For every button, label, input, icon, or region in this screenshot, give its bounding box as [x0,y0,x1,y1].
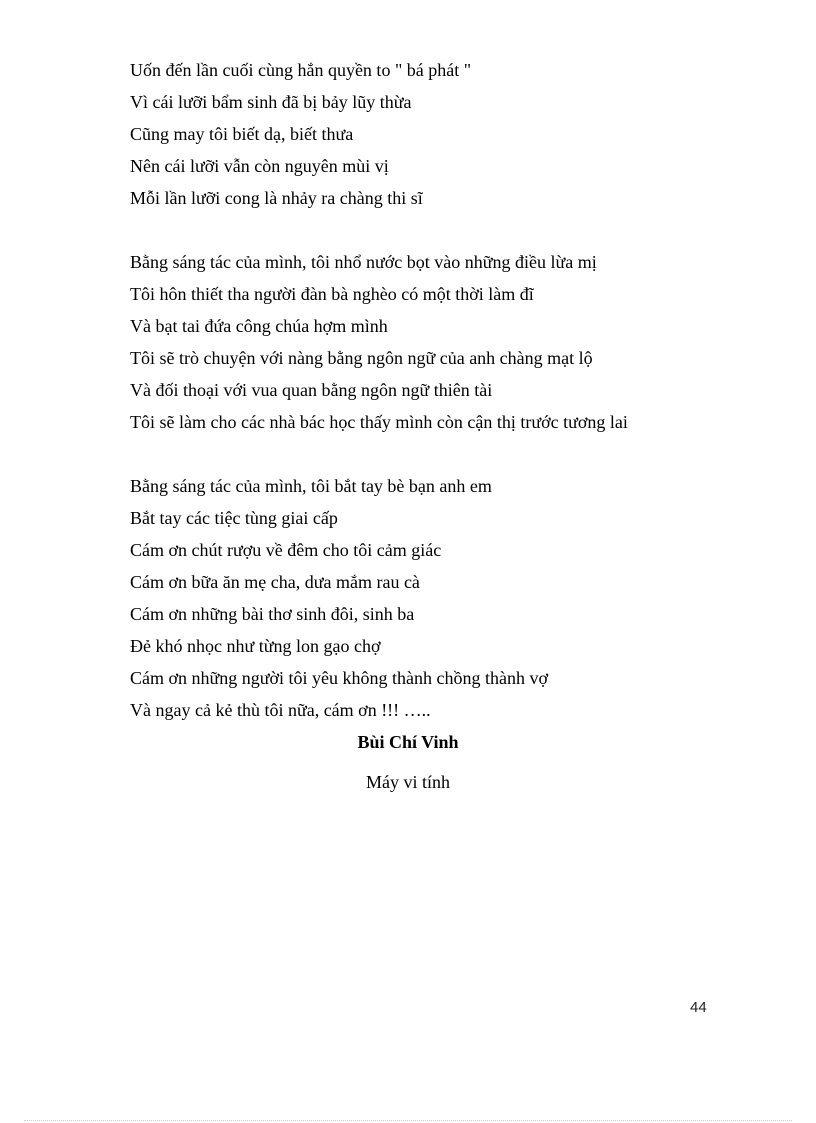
poem-line: Và đối thoại với vua quan bằng ngôn ngữ thiên tài [130,380,493,400]
poem-line: Tôi hôn thiết tha người đàn bà nghèo có một thời làm đĩ [130,284,534,304]
stanza-3 [130,470,770,726]
poem-line: Bắt tay các tiệc tùng giai cấp [130,508,338,528]
poem-line: Mỗi lần lưỡi cong là nhảy ra chàng thi sĩ [130,188,423,208]
stanza-spacer [130,214,770,246]
poem-line: Tôi sẽ làm cho các nhà bác học thấy mình còn cận thị trước tương lai [130,412,628,432]
poem-line: Uốn đến lần cuối cùng hắn quyền to " bá phát " [130,60,472,80]
stanza-spacer [130,438,770,470]
source-note: Máy vi tính [366,772,450,792]
poem-line: Cũng may tôi biết dạ, biết thưa [130,124,354,144]
poem-line: Cám ơn bữa ăn mẹ cha, dưa mắm rau cà [130,572,420,592]
author-name: Bùi Chí Vinh [357,732,459,752]
poem-line: Cám ơn những bài thơ sinh đôi, sinh ba [130,604,415,624]
poem-line: Tôi sẽ trò chuyện với nàng bằng ngôn ngữ của anh chàng mạt lộ [130,348,593,368]
poem-line: Đẻ khó nhọc như từng lon gạo chợ [130,636,381,656]
stanza-1 [130,54,770,214]
page-number: 44 [690,999,707,1016]
stanza-2 [130,246,770,438]
poem-line: Vì cái lưỡi bẩm sinh đã bị bảy lũy thừa [130,92,412,112]
poem-line: Cám ơn chút rượu về đêm cho tôi cảm giác [130,540,442,560]
poem-line: Bằng sáng tác của mình, tôi bắt tay bè bạn anh em [130,476,492,496]
poem-line: Cám ơn những người tôi yêu không thành chồng thành vợ [130,668,549,688]
page-bottom-divider [24,1120,792,1121]
poem-body [130,54,770,726]
poem-line: Nên cái lưỡi vẫn còn nguyên mùi vị [130,156,389,176]
poem-line: Bằng sáng tác của mình, tôi nhổ nước bọt vào những điều lừa mị [130,252,597,272]
poem-line: Và bạt tai đứa công chúa hợm mình [130,316,388,336]
poem-line: Và ngay cả kẻ thù tôi nữa, cám ơn !!! ….. [130,700,431,720]
